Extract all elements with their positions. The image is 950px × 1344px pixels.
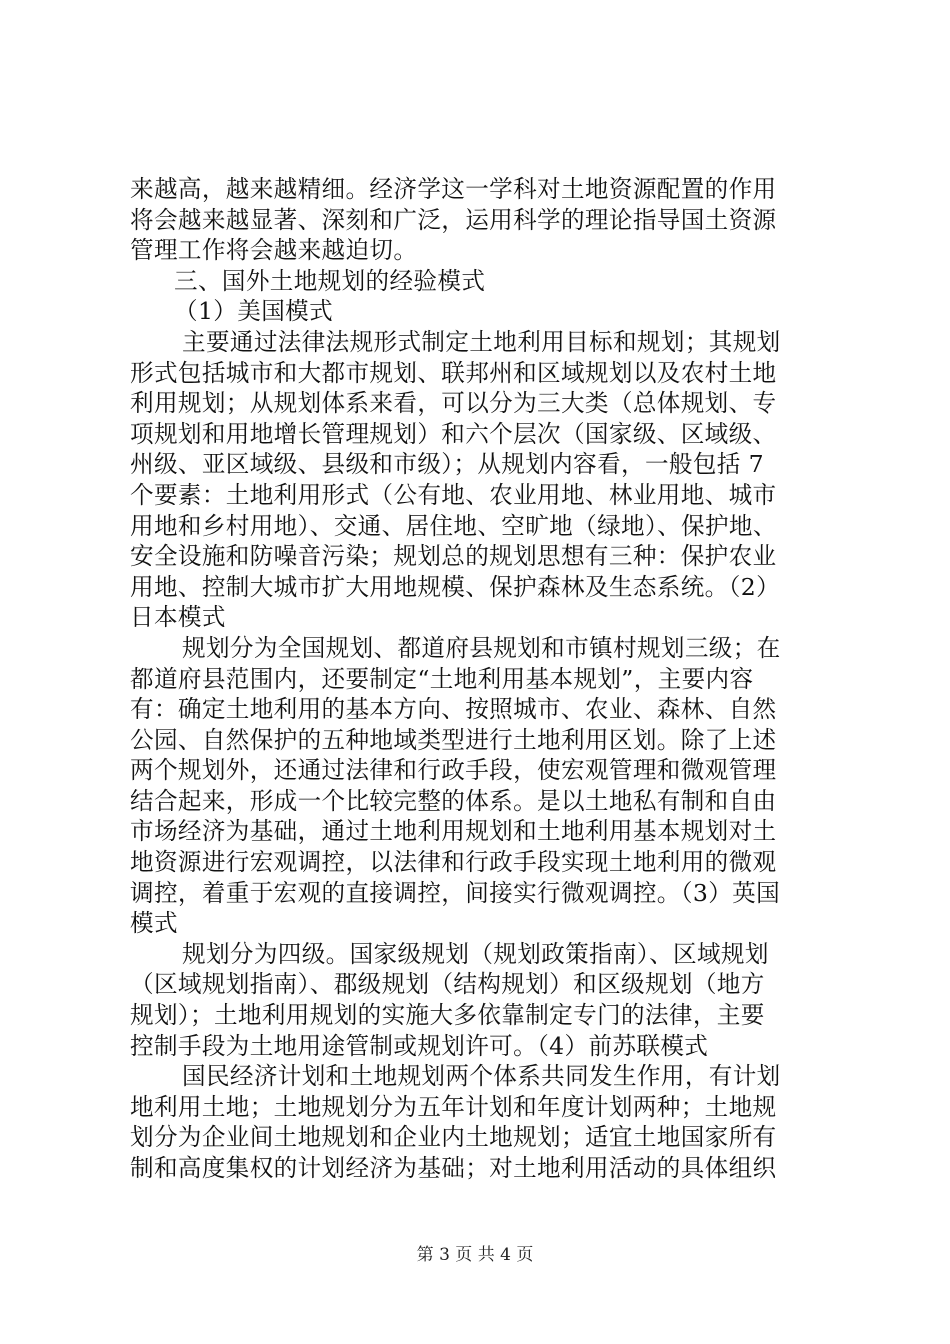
text-line: 调控，着重于宏观的直接调控，间接实行微观调控。（3）英国 [130,878,781,907]
document-body [130,174,830,1184]
text-line: 规划分为四级。国家级规划（规划政策指南）、区域规划 [182,939,769,968]
text-line: 规划）；土地利用规划的实施大多依靠制定专门的法律，主要 [130,1001,765,1030]
text-line: 日本模式 [130,603,226,632]
text-line: 控制手段为土地用途管制或规划许可。（4）前苏联模式 [130,1031,709,1060]
text-line: 利用规划；从规划体系来看，可以分为三大类（总体规划、专 [130,389,777,418]
text-line: 将会越来越显著、深刻和广泛，运用科学的理论指导国土资源 [130,205,777,234]
text-line: 公园、自然保护的五种地域类型进行土地利用区划。除了上述 [130,725,777,754]
text-line: 国民经济计划和土地规划两个体系共同发生作用，有计划 [182,1062,781,1091]
text-line: 都道府县范围内，还要制定“土地利用基本规划”，主要内容 [130,664,754,693]
section-heading: 三、国外土地规划的经验模式 [174,266,486,295]
text-line: 个要素：土地利用形式（公有地、农业用地、林业用地、城市 [130,480,777,509]
text-line: 项规划和用地增长管理规划）和六个层次（国家级、区域级、 [130,419,777,448]
text-line: 制和高度集权的计划经济为基础；对土地利用活动的具体组织 [130,1154,777,1182]
text-line: 管理工作将会越来越迫切。 [130,236,418,265]
text-line: 两个规划外，还通过法律和行政手段，使宏观管理和微观管理 [130,756,777,785]
page-number: 第 3 页 共 4 页 [416,1245,534,1265]
text-line: （区域规划指南）、郡级规划（结构规划）和区级规划（地方 [130,970,765,999]
text-line: 主要通过法律法规形式制定土地利用目标和规划；其规划 [182,327,781,356]
text-line: 规划分为全国规划、都道府县规划和市镇村规划三级；在 [182,633,781,662]
text-line: 市场经济为基础，通过土地利用规划和土地利用基本规划对土 [130,817,777,846]
text-line: 来越高，越来越精细。经济学这一学科对土地资源配置的作用 [130,175,777,203]
text-line: 有：确定土地利用的基本方向、按照城市、农业、森林、自然 [130,695,777,724]
text-line: 形式包括城市和大都市规划、联邦州和区域规划以及农村土地 [130,358,777,387]
page-footer [0,1245,950,1265]
text-line: 结合起来，形成一个比较完整的体系。是以土地私有制和自由 [130,786,777,815]
text-line: 州级、亚区域级、县级和市级）；从规划内容看，一般包括 7 [130,450,764,479]
subsection-heading: （1）美国模式 [174,297,334,326]
text-line: 用地和乡村用地）、交通、居住地、空旷地（绿地）、保护地、 [130,511,777,540]
text-line: 地利用土地；土地规划分为五年计划和年度计划两种；土地规 [130,1092,777,1121]
text-line: 地资源进行宏观调控，以法律和行政手段实现土地利用的微观 [130,848,777,877]
text-line: 安全设施和防噪音污染；规划总的规划思想有三种：保护农业 [130,542,777,571]
text-line: 用地、控制大城市扩大用地规模、保护森林及生态系统。（2） [130,572,781,601]
text-line: 模式 [130,909,178,938]
text-line: 划分为企业间土地规划和企业内土地规划；适宜土地国家所有 [130,1123,777,1152]
